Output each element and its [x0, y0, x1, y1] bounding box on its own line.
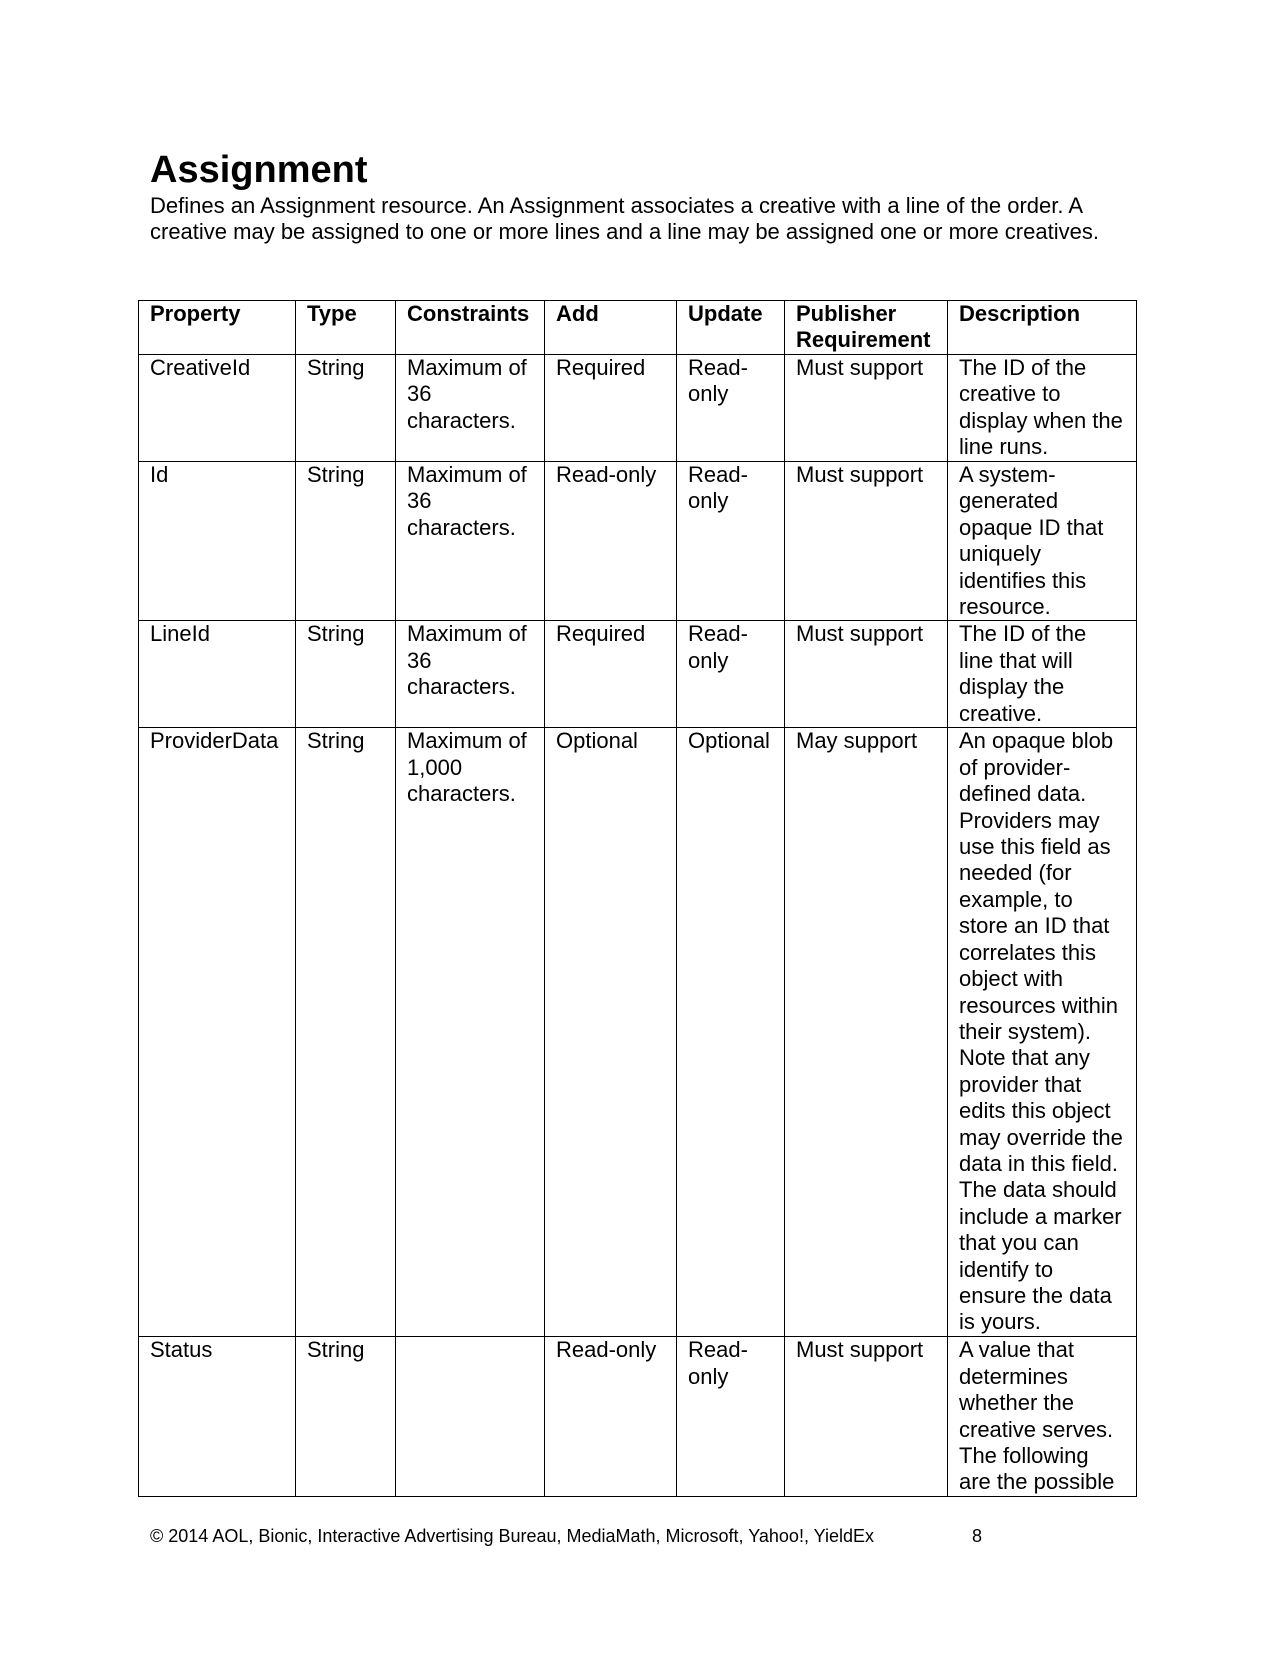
- header-add: Add: [545, 301, 677, 355]
- properties-table: [138, 300, 1137, 1497]
- page-number: 8: [972, 1526, 983, 1546]
- cell-constraints: [396, 1337, 545, 1496]
- footer-copyright: © 2014 AOL, Bionic, Interactive Advertising Bureau, MediaMath, Microsoft, Yahoo!, YieldEx: [150, 1526, 874, 1546]
- cell-description: The ID of the creative to display when the line runs.: [948, 355, 1137, 462]
- cell-constraints: Maximum of 36 characters.: [396, 621, 545, 728]
- cell-update: Read-only: [677, 621, 785, 728]
- cell-add: Read-only: [545, 462, 677, 621]
- cell-add: Required: [545, 621, 677, 728]
- cell-update: Read-only: [677, 1337, 785, 1496]
- cell-type: String: [296, 728, 396, 1337]
- cell-add: Optional: [545, 728, 677, 1337]
- table-row: [139, 462, 1137, 621]
- cell-type: String: [296, 355, 396, 462]
- cell-property: CreativeId: [139, 355, 296, 462]
- cell-constraints: Maximum of 36 characters.: [396, 355, 545, 462]
- table-row: [139, 621, 1137, 728]
- header-constraints: Constraints: [396, 301, 545, 355]
- cell-description: A value that determines whether the creative serves. The following are the possible: [948, 1337, 1137, 1496]
- cell-property: Status: [139, 1337, 296, 1496]
- cell-property: ProviderData: [139, 728, 296, 1337]
- cell-add: Read-only: [545, 1337, 677, 1496]
- cell-publisher-requirement: Must support: [785, 355, 948, 462]
- cell-publisher-requirement: Must support: [785, 1337, 948, 1496]
- page-title: Assignment: [150, 149, 368, 191]
- cell-update: Read-only: [677, 462, 785, 621]
- header-publisher-requirement: Publisher Requirement: [785, 301, 948, 355]
- cell-type: String: [296, 621, 396, 728]
- cell-update: Optional: [677, 728, 785, 1337]
- cell-add: Required: [545, 355, 677, 462]
- cell-publisher-requirement: Must support: [785, 621, 948, 728]
- header-description: Description: [948, 301, 1137, 355]
- cell-type: String: [296, 462, 396, 621]
- table-header-row: [139, 301, 1137, 355]
- cell-constraints: Maximum of 36 characters.: [396, 462, 545, 621]
- intro-paragraph: Defines an Assignment resource. An Assignment associates a creative with a line of the order. A creative may be assigned to one or more lines and a line may be assigned one or more creatives.: [150, 193, 1099, 244]
- cell-property: Id: [139, 462, 296, 621]
- cell-description: A system-generated opaque ID that uniquely identifies this resource.: [948, 462, 1137, 621]
- cell-type: String: [296, 1337, 396, 1496]
- cell-description: The ID of the line that will display the creative.: [948, 621, 1137, 728]
- cell-constraints: Maximum of 1,000 characters.: [396, 728, 545, 1337]
- table-row: [139, 1337, 1137, 1496]
- cell-update: Read-only: [677, 355, 785, 462]
- table-row: [139, 728, 1137, 1337]
- cell-publisher-requirement: May support: [785, 728, 948, 1337]
- header-property: Property: [139, 301, 296, 355]
- header-type: Type: [296, 301, 396, 355]
- header-update: Update: [677, 301, 785, 355]
- table-row: [139, 355, 1137, 462]
- cell-property: LineId: [139, 621, 296, 728]
- cell-publisher-requirement: Must support: [785, 462, 948, 621]
- cell-description: An opaque blob of provider-defined data. Providers may use this field as needed (for example, to store an ID that correlates this object with resources within their system). Note that any provider that edits this object may override the data in this field. The data should include a marker that you can identify to ensure the data is yours.: [948, 728, 1137, 1337]
